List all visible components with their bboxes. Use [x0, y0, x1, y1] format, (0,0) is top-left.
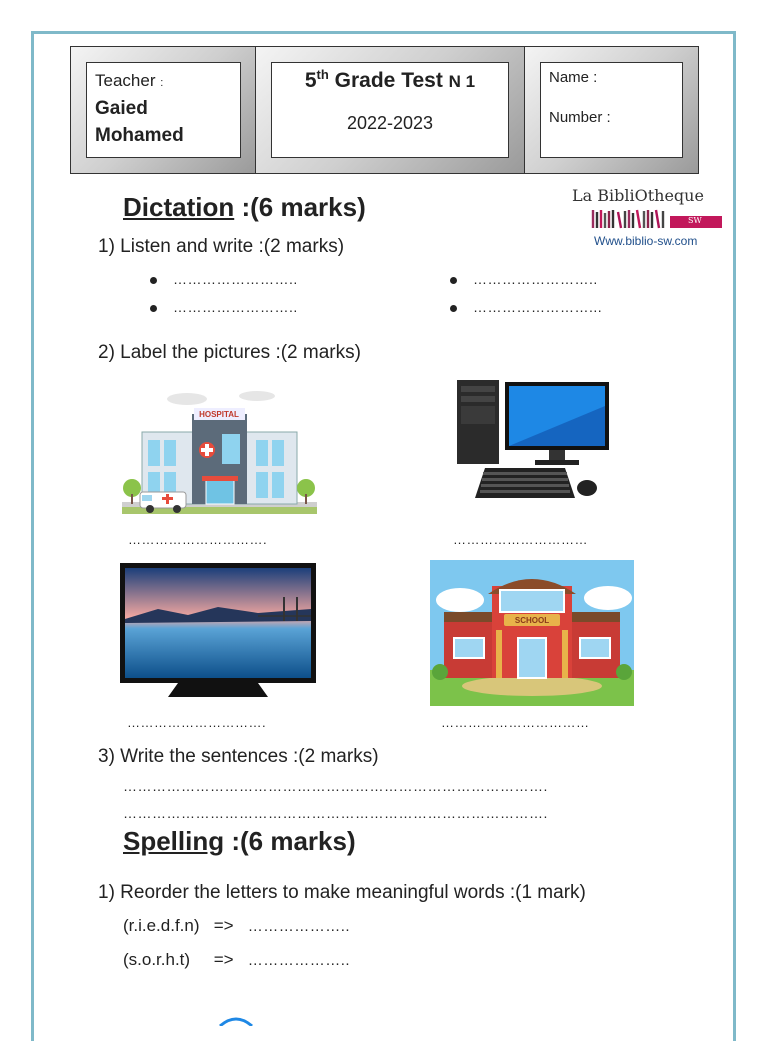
teacher-label: Teacher	[95, 71, 156, 90]
blank-2: ……………………..	[450, 271, 598, 287]
hospital-sign: HOSPITAL	[199, 410, 239, 419]
picture-blank-4: ……………………………	[441, 715, 590, 730]
logo-url: Www.biblio-sw.com	[594, 234, 698, 248]
blank-4: ……………………...	[450, 299, 602, 315]
books-icon	[590, 208, 730, 230]
number-label: Number :	[549, 109, 611, 126]
teacher-colon: :	[160, 77, 164, 89]
dictation-question-3: 3) Write the sentences :(2 marks)	[98, 746, 379, 767]
logo-text: La BibliOtheque	[572, 186, 704, 205]
reorder-item-1: (r.i.e.d.f.n) => ………………..	[123, 916, 351, 935]
sentence-line-2: …………………………………………………………………………….	[123, 805, 548, 821]
student-box	[524, 46, 699, 174]
dictation-question-2: 2) Label the pictures :(2 marks)	[98, 342, 361, 363]
logo-tag: SW	[688, 216, 702, 225]
blank-3: ……………………..	[150, 299, 298, 315]
picture-blank-1: ………………………….	[128, 532, 268, 547]
spelling-question-1: 1) Reorder the letters to make meaningful words :(1 mark)	[98, 882, 586, 903]
school-sign: SCHOOL	[514, 616, 550, 625]
name-label: Name :	[549, 69, 598, 86]
school-year: 2022-2023	[346, 113, 434, 133]
school-picture	[430, 560, 634, 706]
dictation-question-1: 1) Listen and write :(2 marks)	[98, 236, 345, 257]
teacher-first-name: Gaied	[95, 98, 148, 119]
picture-blank-3: ………………………….	[127, 715, 267, 730]
picture-blank-2: …………………………	[453, 532, 588, 547]
spelling-title: Spelling :(6 marks)	[123, 826, 356, 856]
sentence-line-1: …………………………………………………………………………….	[123, 778, 548, 794]
computer-picture	[455, 376, 615, 506]
library-logo	[572, 184, 712, 254]
blank-1: ……………………..	[150, 271, 298, 287]
title-box	[255, 46, 525, 174]
partial-circle-icon	[216, 1016, 256, 1026]
reorder-item-2: (s.o.r.h.t) => ………………..	[123, 950, 351, 969]
test-title: 5th Grade Test N 1	[304, 67, 476, 92]
dictation-title: Dictation :(6 marks)	[123, 192, 366, 222]
teacher-last-name: Mohamed	[95, 125, 184, 146]
hospital-picture	[122, 384, 322, 519]
teacher-box	[70, 46, 257, 174]
tv-picture	[118, 561, 318, 701]
